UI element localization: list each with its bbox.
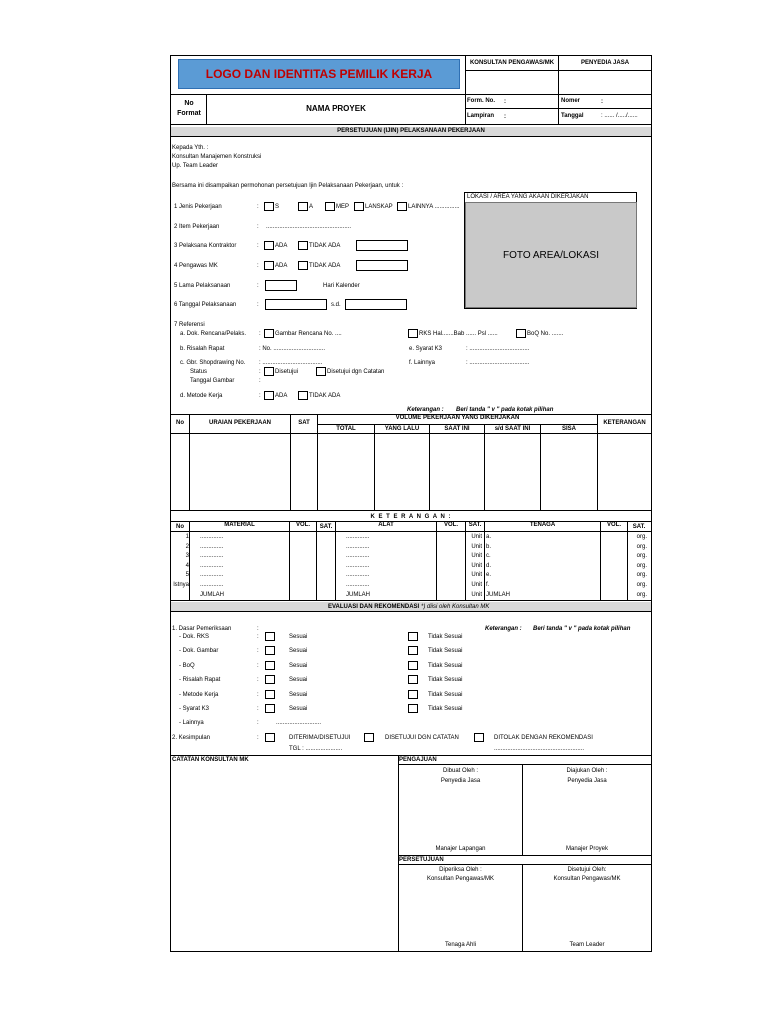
resource-cell-t[interactable]: f. [486, 582, 490, 588]
ref-a-value: Gambar Rencana No. .... [275, 331, 342, 337]
resource-cell-alat[interactable]: .............. [346, 543, 370, 550]
opt-mep-label: MEP [336, 204, 350, 210]
eval-colon: : [257, 662, 259, 669]
checkbox-sesuai[interactable] [265, 646, 275, 655]
item-pekerjaan-label: 2 Item Pekerjaan [174, 224, 220, 230]
sesuai-label: Sesuai [289, 662, 308, 669]
resource-cell-no[interactable]: 5 [185, 572, 189, 579]
keterangan-note-text: Beri tanda " v " pada kotak pilihan [456, 407, 554, 413]
vol-col-volume: VOLUME PEKERJAAN YANG DIKERJAKAN [395, 415, 520, 421]
checkbox-pelaksana-ada[interactable] [264, 241, 274, 250]
resource-cell-unit: Unit [471, 591, 482, 598]
resource-cell-alat[interactable]: .............. [346, 572, 370, 579]
nomer-label: Nomer [561, 98, 581, 104]
resource-cell-t[interactable]: JUMLAH [486, 591, 511, 598]
evaluasi-title: EVALUASI DAN REKOMENDASI [328, 604, 420, 610]
res-col-vol2: VOL. [443, 522, 458, 528]
resource-cell-no[interactable]: 3 [185, 553, 189, 560]
konsultan-label: KONSULTAN PENGAWAS/MK [469, 60, 555, 66]
tidak-sesuai-label: Tidak Sesuai [428, 648, 463, 655]
eval-colon: : [257, 634, 259, 640]
res-col-sat2: SAT. [468, 522, 482, 528]
ref-a-label: a. Dok. Rencana/Pelaks. [180, 331, 247, 337]
checkbox-tidak-sesuai[interactable] [408, 632, 418, 641]
checkbox-tidak-sesuai[interactable] [408, 661, 418, 670]
ref-f-value[interactable]: : .................................... [466, 360, 530, 366]
form-title: PERSETUJUAN (IJIN) PELAKSANAAN PEKERJAAN [337, 128, 485, 134]
resource-cell-no[interactable]: 2 [185, 543, 189, 550]
dasar-label: 1. Dasar Pemeriksaan [172, 626, 232, 632]
checkbox-disetujui-dgn-catatan[interactable] [364, 733, 374, 742]
checkbox-disetujui[interactable] [264, 367, 274, 376]
resource-cell-mat[interactable]: .............. [200, 534, 224, 540]
resource-cell-mat[interactable]: .............. [200, 553, 224, 560]
ref-e-value[interactable]: : .................................... [466, 346, 530, 352]
catatan-konsultan-area[interactable] [172, 765, 396, 949]
checkbox-a[interactable] [298, 202, 308, 211]
tanggal-label: Tanggal [561, 113, 584, 119]
persetujuan-label: PERSETUJUAN [399, 857, 444, 863]
res-col-tenaga: TENAGA [529, 522, 556, 528]
res-col-sat1: SAT. [319, 524, 333, 530]
ref-b-label: b. Risalah Rapat [180, 346, 225, 352]
eval-colon: : [257, 691, 259, 698]
address-line3: Up. Team Leader [172, 163, 218, 169]
resource-cell-alat[interactable]: .............. [346, 534, 370, 540]
checkbox-tidak-sesuai[interactable] [408, 704, 418, 713]
checkbox-sesuai[interactable] [265, 704, 275, 713]
vol-col-total: TOTAL [336, 426, 356, 432]
item-pekerjaan-value[interactable]: ................................................... [266, 224, 352, 230]
ref-e-label: e. Syarat K3 [409, 346, 443, 352]
resource-cell-unit: Unit [471, 572, 482, 579]
catatan-konsultan-label: CATATAN KONSULTAN MK [172, 757, 249, 763]
vol-col-yang-lalu: YANG LALU [384, 426, 420, 432]
form-no-label: Form. No. [467, 98, 495, 104]
eval-item-label: - Dok. Gambar [179, 648, 219, 655]
resource-cell-mat[interactable]: .............. [200, 572, 224, 579]
resource-cell-t[interactable]: d. [486, 562, 492, 569]
pengawas-label: 4 Pengawas MK [174, 263, 218, 269]
no-format-label-2: Format [177, 110, 201, 117]
checkbox-tidak-sesuai[interactable] [408, 690, 418, 699]
resource-cell-org: org. [636, 553, 647, 560]
kesimpulan-label: 2. Kesimpulan [172, 735, 211, 741]
tanggal-selesai-field[interactable] [345, 299, 407, 310]
res-col-vol1: VOL. [295, 522, 310, 528]
vol-col-sat: SAT [298, 420, 310, 426]
resource-cell-mat[interactable]: JUMLAH [200, 591, 225, 598]
checkbox-rks[interactable] [408, 329, 418, 338]
resource-cell-alat[interactable]: .............. [346, 582, 370, 588]
lokasi-label: LOKASI / AREA YANG AKAAN DIKERJAKAN [467, 194, 589, 200]
res-col-alat: ALAT [378, 522, 394, 528]
checkbox-sesuai[interactable] [265, 690, 275, 699]
resource-cell-org: org. [636, 562, 647, 569]
penyedia-label: PENYEDIA JASA [580, 60, 630, 66]
rks-label: RKS Hal.......Bab ...... Psl ...... [419, 331, 498, 337]
eval-item-label: - Risalah Rapat [179, 677, 221, 684]
vol-col-sisa: SISA [561, 426, 576, 432]
resource-cell-unit: Unit [471, 543, 482, 550]
resource-cell-unit: Unit [471, 562, 482, 569]
checkbox-disetujui-catatan[interactable] [316, 367, 326, 376]
checkbox-s[interactable] [264, 202, 274, 211]
nomer-value[interactable]: : [601, 99, 603, 105]
resource-cell-alat[interactable]: .............. [346, 562, 370, 569]
checkbox-gambar-rencana[interactable] [264, 329, 274, 338]
tidak-sesuai-label: Tidak Sesuai [428, 662, 463, 669]
sig-tenaga-ahli: Tenaga Ahli [444, 942, 477, 948]
tgl-value[interactable]: TGL : ...................... [289, 746, 343, 752]
checkbox-pengawas-tidak-ada[interactable] [298, 261, 308, 270]
checkbox-pelaksana-tidak-ada[interactable] [298, 241, 308, 250]
eval-item-label: - Metode Kerja [179, 691, 219, 698]
checkbox-boq[interactable] [516, 329, 526, 338]
resource-cell-mat[interactable]: .............. [200, 543, 224, 550]
eval-item-label: - BoQ [179, 662, 195, 669]
tidak-sesuai-label: Tidak Sesuai [428, 706, 463, 712]
checkbox-metode-tidak-ada[interactable] [298, 391, 308, 400]
ref-b-value[interactable]: : No. ............................... [259, 346, 326, 352]
resource-cell-no[interactable]: 4 [185, 562, 189, 569]
opt-s-label: S [275, 204, 280, 210]
checkbox-mep[interactable] [325, 202, 335, 211]
ref-c-value[interactable]: : .................................... [259, 360, 323, 366]
resource-cell-org: org. [636, 534, 647, 540]
jenis-pekerjaan-label: 1 Jenis Pekerjaan [174, 204, 222, 210]
vol-col-keterangan: KETERANGAN [603, 420, 646, 426]
sesuai-label: Sesuai [289, 648, 308, 655]
resource-cell-mat[interactable]: .............. [200, 582, 224, 588]
resource-cell-t[interactable]: c. [486, 553, 491, 560]
ditolak-value[interactable]: ...................................................... [494, 746, 585, 752]
eval-ket-label: Keterangan : [485, 626, 522, 632]
ref-f-label: f. Lainnya [409, 360, 436, 366]
sig-manajer-lapangan: Manajer Lapangan [435, 846, 486, 852]
foto-area-placeholder[interactable]: FOTO AREA/LOKASI [465, 202, 637, 308]
address-line2: Konsultan Manajemen Konstruksi [172, 154, 262, 160]
resource-cell-t[interactable]: b. [486, 543, 492, 550]
checkbox-tidak-sesuai[interactable] [408, 646, 418, 655]
opt-lanskap-label: LANSKAP [365, 204, 393, 210]
sesuai-label: Sesuai [289, 634, 308, 640]
resource-cell-no[interactable]: lstnya [173, 582, 189, 588]
lampiran-value[interactable]: : [504, 114, 506, 120]
eval-item-label: - Dok. RKS [179, 634, 210, 640]
resource-cell-mat[interactable]: .............. [200, 562, 224, 569]
lainnya-label: - Lainnya [179, 720, 204, 726]
tidak-sesuai-label: Tidak Sesuai [428, 677, 463, 684]
opt-lainnya-label: LAINNYA ............... [408, 204, 460, 210]
ref-c-label: c. Gbr. Shopdrawing No. [180, 360, 246, 366]
status-label: Status [190, 369, 208, 375]
checkbox-lanskap[interactable] [354, 202, 364, 211]
checkbox-sesuai[interactable] [265, 632, 275, 641]
intro-text: Bersama ini disampaikan permohonan persetujuan Ijin Pelaksanaan Pekerjaan, untuk : [172, 183, 404, 189]
sig-team-leader: Team Leader [569, 942, 605, 948]
project-name: NAMA PROYEK [306, 104, 366, 113]
checkbox-lainnya[interactable] [397, 202, 407, 211]
resource-cell-t[interactable]: a. [486, 534, 492, 540]
resource-cell-t[interactable]: e. [486, 572, 492, 579]
resource-cell-org: org. [636, 591, 647, 598]
eval-colon: : [257, 648, 259, 655]
checkbox-metode-ada[interactable] [264, 391, 274, 400]
checkbox-diterima[interactable] [265, 733, 275, 742]
evaluasi-note: *) diisi oleh Konsultan MK [421, 604, 490, 610]
resources-title: K E T E R A N G A N : [370, 514, 452, 520]
opt-a-label: A [309, 204, 314, 210]
res-col-no: No [176, 524, 184, 530]
resource-cell-alat[interactable]: .............. [346, 553, 370, 560]
lama-field[interactable] [265, 280, 297, 291]
res-col-vol3: VOL. [606, 522, 621, 528]
pelaksana-label: 3 Pelaksana Kontraktor [174, 243, 237, 249]
checkbox-tidak-sesuai[interactable] [408, 675, 418, 684]
form-no-value[interactable]: : [504, 99, 506, 105]
checkbox-sesuai[interactable] [265, 675, 275, 684]
resource-cell-org: org. [636, 572, 647, 579]
vol-col-uraian: URAIAN PEKERJAAN [208, 420, 271, 426]
sesuai-label: Sesuai [289, 706, 308, 712]
resource-cell-org: org. [636, 543, 647, 550]
sig-manajer-proyek: Manajer Proyek [565, 846, 609, 852]
res-col-material: MATERIAL [224, 522, 255, 528]
res-col-sat3: SAT. [632, 524, 646, 530]
vol-col-no: No [176, 420, 184, 426]
tidak-sesuai-label: Tidak Sesuai [428, 691, 463, 698]
referensi-label: 7 Referensi [174, 322, 205, 328]
resource-cell-unit: Unit [471, 534, 482, 540]
eval-item-label: - Syarat K3 [179, 706, 210, 712]
sesuai-label: Sesuai [289, 691, 308, 698]
checkbox-sesuai[interactable] [265, 661, 275, 670]
checkbox-ditolak[interactable] [474, 733, 484, 742]
sesuai-label: Sesuai [289, 677, 308, 684]
pengajuan-label: PENGAJUAN [399, 757, 437, 763]
eval-ket-text: Beri tanda " v " pada kotak pilihan [533, 626, 631, 632]
eval-colon: : [257, 677, 259, 684]
keterangan-note-label: Keterangan : [407, 407, 444, 413]
lainnya-value[interactable]: ........................... [276, 720, 322, 726]
no-format-label: No [184, 100, 194, 107]
owner-logo-placeholder: LOGO DAN IDENTITAS PEMILIK KERJA [178, 59, 460, 89]
resource-cell-org: org. [636, 582, 647, 588]
checkbox-pengawas-ada[interactable] [264, 261, 274, 270]
pengawas-field[interactable] [356, 260, 408, 271]
vol-col-sd-saat-ini: s/d SAAT INI [494, 426, 531, 432]
pelaksana-field[interactable] [356, 240, 408, 251]
tanggal-gambar-label: Tanggal Gambar [190, 378, 235, 384]
lama-label: 5 Lama Pelaksanaan [174, 283, 231, 289]
tidak-sesuai-label: Tidak Sesuai [428, 634, 463, 640]
resource-cell-no[interactable]: 1 [185, 534, 189, 540]
vol-col-saat-ini: SAAT INI [444, 426, 470, 432]
resource-cell-alat[interactable]: JUMLAH [346, 591, 371, 598]
lampiran-label: Lampiran [467, 113, 495, 119]
resource-cell-unit: Unit [471, 582, 482, 588]
address-line1: Kepada Yth. : [172, 145, 209, 151]
boq-label: BoQ No. ....... [527, 331, 564, 337]
resource-cell-unit: Unit [471, 553, 482, 560]
tanggal-value[interactable]: : ...... /...../...... [601, 113, 638, 119]
eval-colon: : [257, 706, 259, 712]
ref-d-label: d. Metode Kerja [180, 393, 223, 399]
tanggal-mulai-field[interactable] [265, 299, 327, 310]
hari-kalender-label: Hari Kalender [323, 283, 360, 289]
tanggal-pelaksanaan-label: 6 Tanggal Pelaksanaan [174, 302, 237, 308]
